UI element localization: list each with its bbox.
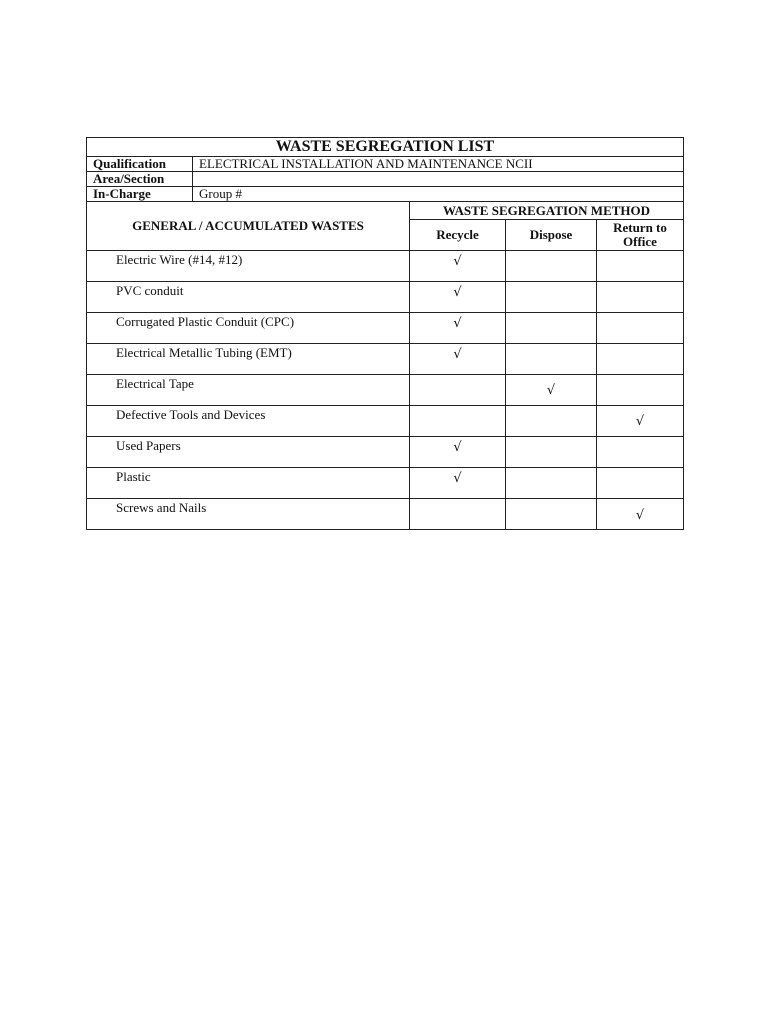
- recycle-check: [410, 313, 506, 344]
- dispose-check: [506, 251, 597, 282]
- waste-item: Screws and Nails: [87, 499, 410, 530]
- check-mark-icon: √: [546, 383, 556, 398]
- return-check: [597, 499, 684, 530]
- waste-item: Used Papers: [87, 437, 410, 468]
- waste-item: PVC conduit: [87, 282, 410, 313]
- check-mark-icon: √: [453, 347, 462, 362]
- table-row: [87, 282, 684, 313]
- info-table: [86, 137, 684, 202]
- qualification-label: Qualification: [87, 157, 193, 172]
- table-row: [87, 251, 684, 282]
- return-check: [597, 282, 684, 313]
- dispose-header: Dispose: [506, 220, 597, 251]
- check-mark-icon: √: [453, 285, 462, 300]
- waste-item: Electric Wire (#14, #12): [87, 251, 410, 282]
- table-row: [87, 468, 684, 499]
- return-to-office-header: Return to Office: [597, 220, 684, 251]
- recycle-check: [410, 499, 506, 530]
- waste-item: Electrical Metallic Tubing (EMT): [87, 344, 410, 375]
- qualification-value: ELECTRICAL INSTALLATION AND MAINTENANCE NCII: [193, 157, 684, 172]
- waste-item: Electrical Tape: [87, 375, 410, 406]
- check-mark-icon: √: [635, 414, 645, 429]
- table-row: [87, 375, 684, 406]
- check-mark-icon: √: [635, 508, 645, 523]
- table-row: [87, 313, 684, 344]
- waste-item: Plastic: [87, 468, 410, 499]
- table-row: [87, 499, 684, 530]
- return-check: [597, 344, 684, 375]
- waste-segregation-sheet: [86, 137, 683, 530]
- area-section-value: [193, 172, 684, 187]
- waste-item: Defective Tools and Devices: [87, 406, 410, 437]
- recycle-check: [410, 251, 506, 282]
- in-charge-value: Group #: [193, 187, 684, 202]
- return-check: [597, 468, 684, 499]
- return-check: [597, 251, 684, 282]
- check-mark-icon: √: [453, 440, 462, 455]
- dispose-check: [506, 282, 597, 313]
- document-title: WASTE SEGREGATION LIST: [87, 138, 684, 157]
- in-charge-label: In-Charge: [87, 187, 193, 202]
- recycle-check: [410, 282, 506, 313]
- dispose-check: [506, 468, 597, 499]
- dispose-check: [506, 344, 597, 375]
- recycle-check: [410, 468, 506, 499]
- table-row: [87, 406, 684, 437]
- recycle-header: Recycle: [410, 220, 506, 251]
- check-mark-icon: √: [453, 254, 462, 269]
- dispose-check: [506, 499, 597, 530]
- waste-item: Corrugated Plastic Conduit (CPC): [87, 313, 410, 344]
- recycle-check: [410, 344, 506, 375]
- area-section-label: Area/Section: [87, 172, 193, 187]
- general-wastes-header: GENERAL / ACCUMULATED WASTES: [87, 202, 410, 251]
- dispose-check: [506, 437, 597, 468]
- recycle-check: [410, 437, 506, 468]
- check-mark-icon: √: [453, 316, 462, 331]
- dispose-check: [506, 406, 597, 437]
- table-row: [87, 344, 684, 375]
- check-mark-icon: √: [453, 471, 462, 486]
- segregation-method-header: WASTE SEGREGATION METHOD: [410, 202, 684, 220]
- dispose-check: [506, 313, 597, 344]
- return-check: [597, 406, 684, 437]
- dispose-check: [506, 375, 597, 406]
- recycle-check: [410, 406, 506, 437]
- recycle-check: [410, 375, 506, 406]
- table-row: [87, 437, 684, 468]
- return-check: [597, 313, 684, 344]
- return-check: [597, 375, 684, 406]
- segregation-table: [86, 201, 684, 530]
- return-check: [597, 437, 684, 468]
